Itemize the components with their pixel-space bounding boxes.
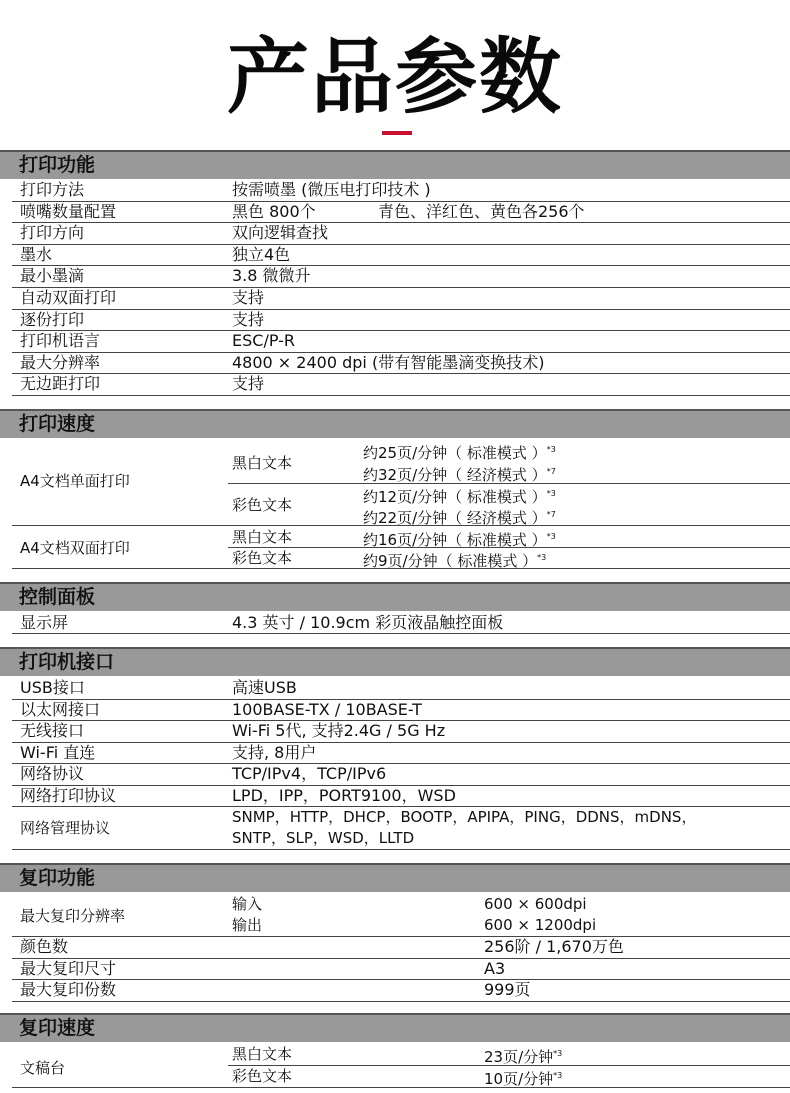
row-value: A3	[484, 958, 506, 978]
section-header	[0, 150, 790, 179]
copy-bw-value: 23页/分钟$^{*3}$	[484, 1048, 563, 1066]
divider	[12, 936, 790, 937]
row-label: 无线接口	[20, 721, 85, 740]
divider	[12, 979, 790, 980]
divider	[12, 265, 790, 266]
mgmt-label: 网络管理协议	[20, 819, 111, 837]
section-copy-function	[0, 863, 790, 892]
row-label: 网络打印协议	[20, 785, 117, 805]
row-label: 以太网接口	[20, 699, 101, 719]
row-label: 无边距打印	[20, 374, 101, 394]
row-label: 显示屏	[20, 613, 69, 632]
duplex-color-label: 彩色文本	[232, 549, 293, 567]
section-header	[0, 582, 790, 611]
row-value: 100BASE-TX / 10BASE-T	[232, 699, 422, 719]
row-value: 独立4色	[232, 244, 291, 264]
row-label: USB接口	[20, 678, 85, 697]
divider	[12, 244, 790, 245]
mgmt-line-1: SNMP，HTTP，DHCP，BOOTP，APIPA，PING，DDNS，mDNS，	[232, 808, 697, 826]
copy-output-label: 输出	[232, 916, 263, 934]
divider	[12, 958, 790, 959]
row-value: 支持	[232, 309, 265, 329]
row-label: 打印方法	[20, 180, 85, 199]
row-value: 双向逻辑查找	[232, 223, 329, 243]
row-value: Wi-Fi 5代, 支持2.4G / 5G Hz	[232, 721, 446, 740]
simplex-bw-label: 黑白文本	[232, 454, 293, 472]
simplex-bw-eco: 约32页/分钟（ 经济模式 ）$^{*7}$	[363, 466, 556, 484]
row-value: TCP/IPv4，TCP/IPv6	[232, 764, 387, 783]
divider	[12, 222, 790, 223]
row-label: 喷嘴数量配置	[20, 201, 117, 221]
row-label: 打印方向	[20, 223, 85, 243]
divider	[12, 309, 790, 310]
copy-input-label: 输入	[232, 895, 263, 913]
mgmt-line-2: SNTP，SLP，WSD，LLTD	[232, 829, 415, 847]
section-title: 复印功能	[19, 867, 96, 889]
duplex-bw-value: 约16页/分钟（ 标准模式 ）$^{*3}$	[363, 531, 556, 549]
simplex-label: A4文档单面打印	[20, 472, 130, 490]
divider	[12, 849, 790, 850]
section-copy-speed	[0, 1013, 790, 1042]
row-value: ESC/P-R	[232, 331, 296, 351]
row-value: 999页	[484, 980, 531, 999]
title-accent-line	[382, 131, 412, 135]
section-title: 打印功能	[19, 154, 96, 176]
simplex-bw-std: 约25页/分钟（ 标准模式 ）$^{*3}$	[363, 444, 556, 462]
duplex-color-value: 约9页/分钟（ 标准模式 ）$^{*3}$	[363, 552, 547, 570]
divider	[12, 287, 790, 288]
divider	[12, 1087, 790, 1088]
row-value: 256阶 / 1,670万色	[484, 937, 624, 956]
simplex-color-label: 彩色文本	[232, 496, 293, 514]
row-value: 黑色 800个	[232, 201, 316, 221]
simplex-color-eco: 约22页/分钟（ 经济模式 ）$^{*7}$	[363, 509, 556, 527]
divider	[12, 1001, 790, 1002]
row-label: Wi-Fi 直连	[20, 742, 96, 762]
duplex-label: A4文档双面打印	[20, 539, 130, 557]
section-print-speed	[0, 409, 790, 438]
divider	[12, 763, 790, 764]
row-value-2: 青色、洋红色、黄色各256个	[378, 201, 585, 221]
row-value: 支持, 8用户	[232, 742, 317, 762]
title-area	[0, 0, 790, 150]
section-header	[0, 863, 790, 892]
copy-input-value: 600 × 600dpi	[484, 895, 587, 913]
row-label: 最大复印尺寸	[20, 958, 117, 978]
divider	[12, 373, 790, 374]
copy-color-value: 10页/分钟$^{*3}$	[484, 1070, 563, 1088]
simplex-color-std: 约12页/分钟（ 标准模式 ）$^{*3}$	[363, 488, 556, 506]
copy-color-label: 彩色文本	[232, 1067, 293, 1085]
row-label: 最大复印份数	[20, 980, 117, 999]
copy-bw-label: 黑白文本	[232, 1045, 293, 1063]
row-label: 网络协议	[20, 764, 85, 783]
section-title: 控制面板	[19, 586, 96, 608]
divider	[12, 568, 790, 569]
row-value: 按需喷墨 (微压电打印技术 )	[232, 180, 431, 199]
row-value: 3.8 微微升	[232, 266, 311, 286]
divider	[12, 330, 790, 331]
section-header	[0, 409, 790, 438]
section-title: 打印速度	[19, 413, 96, 435]
section-header	[0, 1013, 790, 1042]
row-value: 4800 × 2400 dpi (带有智能墨滴变换技术)	[232, 352, 545, 372]
row-label: 最大分辨率	[20, 352, 101, 372]
copy-speed-label: 文稿台	[20, 1059, 66, 1077]
section-title: 打印机接口	[19, 651, 115, 673]
section-control-panel	[0, 582, 790, 611]
row-label: 最小墨滴	[20, 266, 85, 286]
page-title: 产品参数	[226, 30, 563, 125]
row-label: 墨水	[20, 244, 53, 264]
row-value: 高速USB	[232, 678, 297, 697]
row-label: 逐份打印	[20, 309, 85, 329]
divider	[12, 395, 790, 396]
section-title: 复印速度	[19, 1017, 96, 1039]
row-value: 4.3 英寸 / 10.9cm 彩页液晶触控面板	[232, 613, 504, 632]
section-header	[0, 647, 790, 676]
copy-res-label: 最大复印分辨率	[20, 907, 126, 925]
section-interface	[0, 647, 790, 676]
divider	[12, 525, 790, 526]
duplex-bw-label: 黑白文本	[232, 528, 293, 546]
divider	[12, 633, 790, 634]
row-label: 自动双面打印	[20, 288, 117, 307]
section-print-function	[0, 150, 790, 179]
row-value: LPD，IPP，PORT9100，WSD	[232, 785, 456, 805]
row-value: 支持	[232, 288, 265, 307]
row-value: 支持	[232, 374, 265, 394]
copy-output-value: 600 × 1200dpi	[484, 916, 597, 934]
divider	[12, 742, 790, 743]
row-label: 打印机语言	[20, 331, 101, 351]
row-label: 颜色数	[20, 937, 69, 956]
